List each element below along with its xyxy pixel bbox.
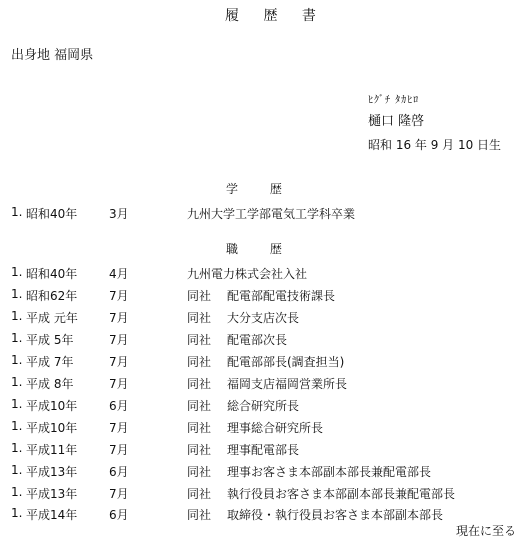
entry-position: 配電部部長(調査担当) bbox=[227, 355, 345, 369]
career-heading: 職 歴 bbox=[226, 242, 296, 256]
entry-month: 7月 bbox=[109, 443, 129, 457]
career-entry bbox=[0, 397, 529, 415]
career-entry bbox=[0, 463, 529, 481]
entry-number: 1. bbox=[11, 287, 23, 301]
entry-month: 7月 bbox=[109, 289, 129, 303]
entry-month: 7月 bbox=[109, 333, 129, 347]
entry-month: 7月 bbox=[109, 487, 129, 501]
education-entry bbox=[0, 205, 529, 223]
entry-year: 昭和40年 bbox=[26, 207, 78, 221]
entry-position: 理事お客さま本部副本部長兼配電部長 bbox=[227, 465, 432, 479]
entry-company: 同社 bbox=[187, 508, 212, 522]
entry-company: 同社 bbox=[187, 311, 212, 325]
entry-year: 平成14年 bbox=[26, 508, 78, 522]
entry-month: 6月 bbox=[109, 399, 129, 413]
career-entry bbox=[0, 331, 529, 349]
entry-year: 平成10年 bbox=[26, 399, 78, 413]
entry-position: 総合研究所長 bbox=[227, 399, 300, 413]
closing-note: 現在に至る bbox=[456, 524, 517, 538]
entry-number: 1. bbox=[11, 419, 23, 433]
birthplace: 出身地 福岡県 bbox=[11, 48, 94, 63]
entry-year: 平成 5年 bbox=[26, 333, 74, 347]
entry-number: 1. bbox=[11, 375, 23, 389]
career-entry bbox=[0, 506, 529, 524]
entry-number: 1. bbox=[11, 441, 23, 455]
document-title: 履 歴 書 bbox=[225, 8, 326, 24]
entry-number: 1. bbox=[11, 506, 23, 520]
entry-position: 配電部次長 bbox=[227, 333, 288, 347]
entry-company: 同社 bbox=[187, 421, 212, 435]
entry-month: 4月 bbox=[109, 267, 129, 281]
entry-position: 執行役員お客さま本部副本部長兼配電部長 bbox=[227, 487, 456, 501]
entry-year: 平成13年 bbox=[26, 487, 78, 501]
entry-position: 理事総合研究所長 bbox=[227, 421, 324, 435]
entry-position: 配電部配電技術課長 bbox=[227, 289, 336, 303]
entry-year: 平成13年 bbox=[26, 465, 78, 479]
entry-year: 平成 元年 bbox=[26, 311, 78, 325]
career-entry bbox=[0, 485, 529, 503]
entry-position: 大分支店次長 bbox=[227, 311, 300, 325]
entry-position: 理事配電部長 bbox=[227, 443, 300, 457]
entry-number: 1. bbox=[11, 205, 23, 219]
entry-company: 同社 bbox=[187, 289, 212, 303]
career-entry bbox=[0, 419, 529, 437]
entry-number: 1. bbox=[11, 463, 23, 477]
entry-text: 九州大学工学部電気工学科卒業 bbox=[187, 207, 356, 221]
entry-month: 6月 bbox=[109, 465, 129, 479]
entry-year: 平成 8年 bbox=[26, 377, 74, 391]
entry-year: 平成 7年 bbox=[26, 355, 74, 369]
career-entry bbox=[0, 265, 529, 283]
entry-month: 6月 bbox=[109, 508, 129, 522]
entry-month: 7月 bbox=[109, 421, 129, 435]
entry-number: 1. bbox=[11, 331, 23, 345]
entry-company: 同社 bbox=[187, 443, 212, 457]
entry-year: 平成11年 bbox=[26, 443, 78, 457]
entry-month: 3月 bbox=[109, 207, 129, 221]
entry-month: 7月 bbox=[109, 311, 129, 325]
career-entry bbox=[0, 353, 529, 371]
entry-number: 1. bbox=[11, 265, 23, 279]
name-reading: ﾋｸﾞﾁ ﾀｶﾋﾛ bbox=[368, 95, 420, 106]
entry-text: 九州電力株式会社入社 bbox=[187, 267, 308, 281]
entry-company: 同社 bbox=[187, 487, 212, 501]
entry-month: 7月 bbox=[109, 377, 129, 391]
entry-company: 同社 bbox=[187, 333, 212, 347]
entry-number: 1. bbox=[11, 309, 23, 323]
entry-number: 1. bbox=[11, 485, 23, 499]
entry-company: 同社 bbox=[187, 377, 212, 391]
entry-company: 同社 bbox=[187, 355, 212, 369]
entry-year: 平成10年 bbox=[26, 421, 78, 435]
entry-year: 昭和40年 bbox=[26, 267, 78, 281]
person-name: 樋口 隆啓 bbox=[368, 114, 425, 129]
entry-number: 1. bbox=[11, 353, 23, 367]
education-heading: 学 歴 bbox=[226, 182, 296, 196]
career-entry bbox=[0, 287, 529, 305]
entry-month: 7月 bbox=[109, 355, 129, 369]
career-entry bbox=[0, 309, 529, 327]
entry-position: 取締役・執行役員お客さま本部副本部長 bbox=[227, 508, 444, 522]
entry-company: 同社 bbox=[187, 465, 212, 479]
career-entry bbox=[0, 375, 529, 393]
birth-date: 昭和 16 年 9 月 10 日生 bbox=[368, 138, 502, 152]
career-entry bbox=[0, 441, 529, 459]
entry-number: 1. bbox=[11, 397, 23, 411]
entry-company: 同社 bbox=[187, 399, 212, 413]
entry-position: 福岡支店福岡営業所長 bbox=[227, 377, 348, 391]
entry-year: 昭和62年 bbox=[26, 289, 78, 303]
